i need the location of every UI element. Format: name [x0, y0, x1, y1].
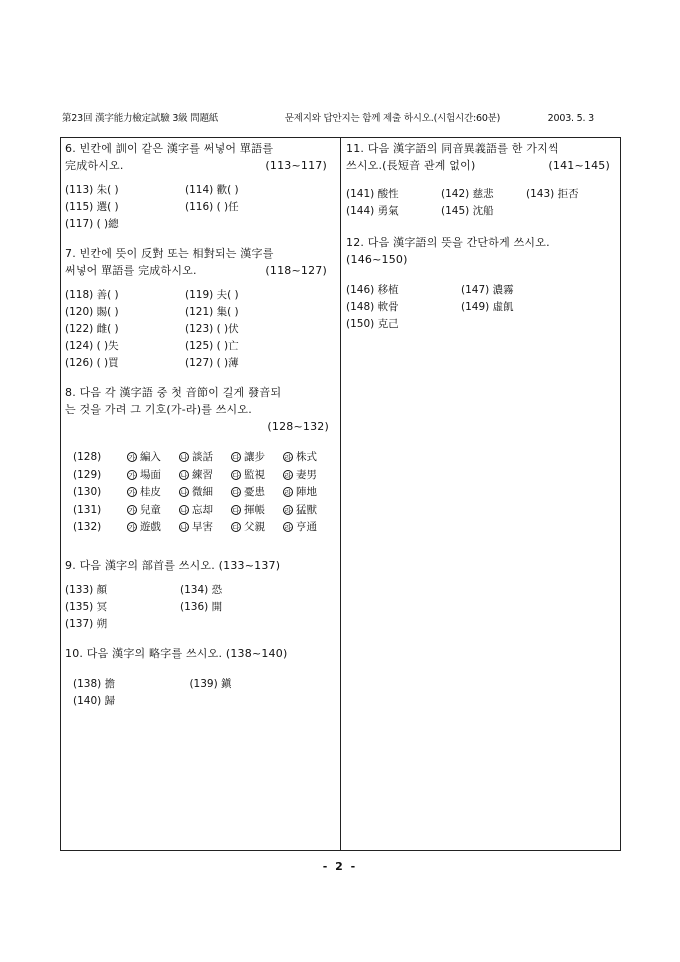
item-144: (144) 勇氣 — [346, 205, 399, 217]
question-11 — [346, 140, 616, 220]
option-choice — [231, 519, 283, 537]
option-number: (130) — [73, 486, 102, 498]
choice-marker: 가 — [128, 524, 136, 532]
choice-word: 亨通 — [295, 521, 317, 533]
left-column — [65, 140, 335, 722]
question-6-range: (113~117) — [265, 159, 327, 172]
page-number: - 2 - — [322, 860, 358, 873]
question-7-range: (118~127) — [265, 264, 327, 277]
item-148: (148) 軟骨 — [346, 301, 399, 313]
choice-marker: 가 — [128, 506, 136, 515]
choice-word: 憂患 — [243, 486, 265, 498]
option-choice — [283, 519, 335, 537]
item-114: (114) 歡( ) — [185, 184, 239, 196]
question-6-line1: 6. 빈칸에 訓이 같은 漢字를 써넣어 單語를 — [65, 142, 274, 155]
question-11-line1: 11. 다음 漢字語의 同音異義語를 한 가지씩 — [346, 142, 559, 155]
item-122: (122) 雌( ) — [65, 323, 119, 335]
item-120: (120) 賜( ) — [65, 306, 119, 318]
right-column — [346, 140, 616, 345]
answer-row — [346, 203, 616, 220]
answer-row — [65, 582, 335, 599]
choice-marker: 나 — [180, 471, 188, 480]
question-10-line1: 10. 다음 漢字의 略字를 쓰시오. (138~140) — [65, 646, 288, 660]
item-133: (133) 顏 — [65, 583, 108, 596]
choice-word: 揮帳 — [243, 503, 265, 516]
item-115: (115) 選( ) — [65, 201, 119, 213]
question-12-line2: (146~150) — [346, 253, 408, 266]
answer-row — [65, 616, 335, 633]
choice-marker: 다 — [232, 454, 240, 462]
item-127: (127) ( )薄 — [185, 357, 239, 369]
exam-date: 2003. 5. 3 — [547, 113, 595, 124]
item-149: (149) 虛飢 — [461, 301, 514, 313]
option-choice — [231, 502, 283, 520]
option-choice — [179, 467, 231, 485]
question-8-options — [65, 449, 335, 545]
question-6 — [65, 140, 335, 233]
answer-row — [65, 321, 335, 338]
item-116: (116) ( )任 — [185, 201, 239, 213]
item-150: (150) 克己 — [346, 318, 399, 330]
choice-word: 編入 — [139, 451, 161, 463]
exam-instruction: 문제지와 답안지는 함께 제출 하시오.(시험시간:60분) — [284, 113, 501, 124]
choice-marker: 다 — [232, 471, 240, 480]
question-7-line2-wrap — [65, 262, 335, 279]
question-10 — [65, 645, 335, 710]
answer-row — [65, 182, 335, 199]
item-123: (123) ( )伏 — [185, 323, 239, 335]
choice-word: 父親 — [243, 521, 265, 533]
choice-word: 監視 — [243, 468, 265, 481]
choice-marker: 나 — [180, 489, 188, 497]
choice-word: 早害 — [191, 521, 213, 533]
item-147: (147) 濃霧 — [461, 284, 514, 296]
question-8 — [65, 384, 335, 545]
item-136: (136) 開 — [180, 600, 223, 613]
item-113: (113) 朱( ) — [65, 184, 119, 196]
choice-marker: 라 — [284, 506, 292, 515]
option-choice — [231, 449, 283, 467]
question-6-line2: 完成하시오. — [65, 159, 124, 172]
question-7-line1: 7. 빈칸에 뜻이 反對 또는 相對되는 漢字를 — [65, 247, 274, 260]
answer-row — [65, 199, 335, 216]
item-138: (138) 擔 — [73, 677, 116, 690]
answer-row — [65, 287, 335, 304]
choice-word: 場面 — [139, 468, 161, 481]
question-12-line1: 12. 다음 漢字語의 뜻을 간단하게 쓰시오. — [346, 236, 550, 249]
item-135: (135) 冥 — [65, 600, 108, 613]
option-row — [65, 467, 335, 485]
option-choice — [283, 449, 335, 467]
option-choice — [231, 467, 283, 485]
answer-row — [346, 186, 616, 203]
question-11-range: (141~145) — [548, 159, 610, 172]
question-7-line2: 써넣어 單語를 完成하시오. — [65, 264, 197, 277]
choice-marker: 가 — [128, 489, 136, 497]
option-choice — [179, 519, 231, 537]
item-119: (119) 夫( ) — [185, 289, 239, 301]
option-row — [65, 484, 335, 502]
item-143: (143) 拒否 — [526, 188, 579, 200]
question-8-line1: 8. 다음 각 漢字語 중 첫 音節이 길게 發音되 — [65, 386, 282, 399]
choice-word: 猛獸 — [295, 503, 317, 516]
choice-marker: 다 — [232, 506, 240, 515]
item-118: (118) 善( ) — [65, 289, 119, 301]
option-choice — [231, 484, 283, 502]
option-choice — [283, 467, 335, 485]
question-11-line2-wrap — [346, 157, 616, 174]
choice-word: 桂皮 — [139, 486, 161, 498]
answer-row — [346, 282, 616, 299]
item-146: (146) 移植 — [346, 284, 399, 296]
exam-header — [62, 110, 622, 126]
choice-word: 練習 — [191, 468, 213, 481]
option-choice — [179, 449, 231, 467]
choice-marker: 나 — [180, 524, 188, 532]
option-row — [65, 502, 335, 520]
option-choice — [179, 484, 231, 502]
answer-row — [346, 316, 616, 333]
option-number: (129) — [73, 468, 102, 481]
option-row — [65, 449, 335, 467]
choice-marker: 가 — [128, 471, 136, 480]
option-choice — [283, 484, 335, 502]
item-145: (145) 沈船 — [441, 205, 494, 217]
option-choice — [127, 484, 179, 502]
option-choice — [127, 502, 179, 520]
choice-marker: 나 — [180, 454, 188, 462]
item-134: (134) 恐 — [180, 583, 223, 596]
item-140: (140) 歸 — [73, 694, 116, 707]
exam-title: 第23回 漢字能力檢定試驗 3級 問題紙 — [62, 113, 219, 124]
question-11-line2: 쓰시오.(長短音 관계 없이) — [346, 159, 476, 172]
option-choice — [127, 519, 179, 537]
question-9-line1: 9. 다음 漢字의 部首를 쓰시오. (133~137) — [65, 558, 281, 572]
item-142: (142) 慈悲 — [441, 188, 494, 200]
choice-word: 讓步 — [243, 451, 265, 463]
question-9 — [65, 557, 335, 633]
choice-marker: 나 — [180, 506, 188, 515]
question-8-line2: 는 것을 가려 그 기호(가-라)를 쓰시오. — [65, 403, 252, 416]
answer-row — [65, 599, 335, 616]
option-choice — [127, 449, 179, 467]
item-117: (117) ( )總 — [65, 218, 119, 230]
question-6-line2-wrap — [65, 157, 335, 174]
option-choice — [127, 467, 179, 485]
answer-row — [65, 216, 335, 233]
option-number: (128) — [73, 451, 102, 463]
answer-row — [346, 299, 616, 316]
choice-word: 株式 — [295, 451, 317, 463]
choice-word: 遊戲 — [139, 521, 161, 533]
item-126: (126) ( )買 — [65, 357, 119, 369]
choice-word: 妻男 — [295, 468, 317, 481]
choice-word: 兒童 — [139, 503, 161, 516]
question-8-range: (128~132) — [267, 420, 329, 433]
answer-row — [65, 304, 335, 321]
choice-word: 談話 — [191, 451, 213, 463]
choice-word: 微細 — [191, 486, 213, 498]
choice-marker: 다 — [232, 524, 240, 532]
answer-row — [65, 693, 335, 710]
item-139: (139) 鎭 — [189, 677, 232, 690]
choice-marker: 가 — [128, 454, 136, 462]
column-divider — [340, 137, 341, 851]
item-121: (121) 集( ) — [185, 306, 239, 318]
question-12 — [346, 234, 616, 333]
item-124: (124) ( )失 — [65, 340, 119, 352]
choice-marker: 라 — [284, 489, 292, 497]
option-row — [65, 519, 335, 537]
option-number: (132) — [73, 521, 102, 533]
answer-row — [65, 338, 335, 355]
item-141: (141) 酸性 — [346, 188, 399, 200]
question-7 — [65, 245, 335, 372]
choice-marker: 다 — [232, 489, 240, 497]
item-137: (137) 朔 — [65, 617, 108, 630]
answer-row — [65, 676, 335, 693]
option-choice — [179, 502, 231, 520]
choice-marker: 라 — [284, 471, 292, 480]
option-number: (131) — [73, 503, 102, 516]
item-125: (125) ( )亡 — [185, 340, 239, 352]
choice-marker: 라 — [284, 524, 292, 532]
answer-row — [65, 355, 335, 372]
choice-word: 忘却 — [191, 503, 213, 516]
choice-marker: 라 — [284, 454, 292, 462]
option-choice — [283, 502, 335, 520]
choice-word: 陣地 — [295, 486, 317, 498]
